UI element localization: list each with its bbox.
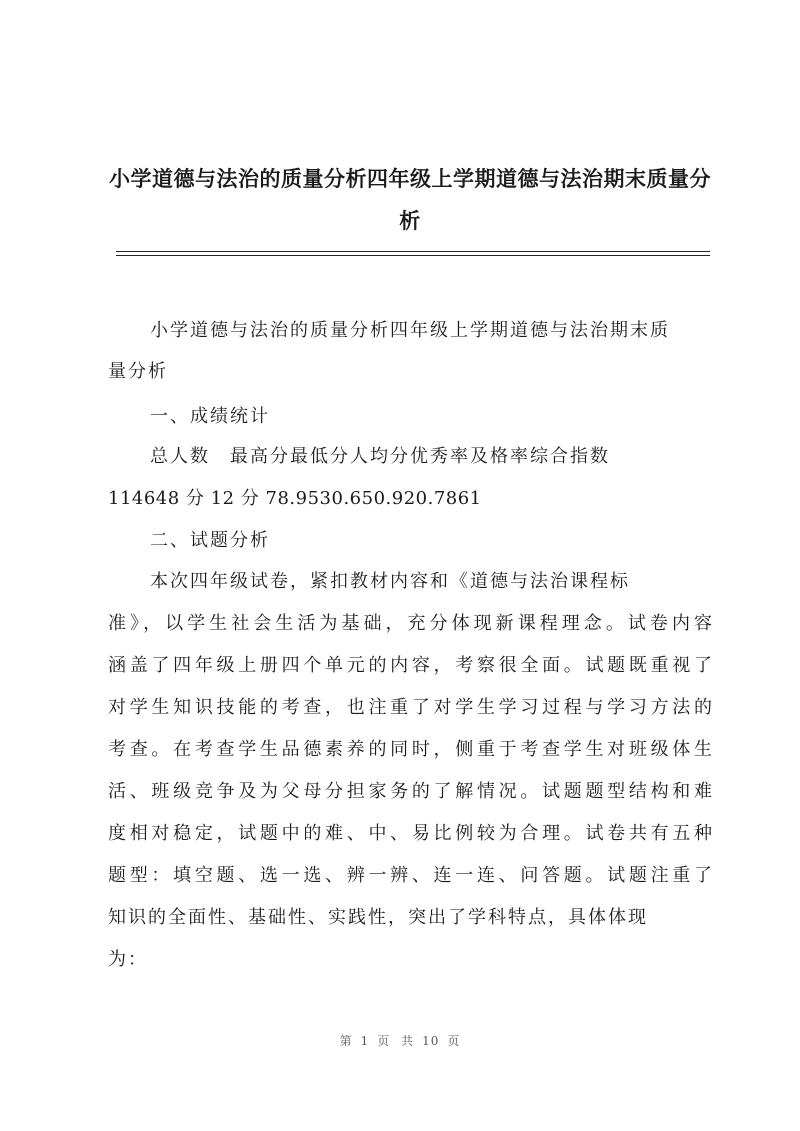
stats-values: 114648 分 12 分 78.9530.650.920.7861 xyxy=(108,488,482,509)
title-rule-bottom xyxy=(116,255,710,256)
paragraph-line: 考查。在考查学生品德素养的同时，侧重于考查学生对班级体生 xyxy=(108,739,714,760)
paragraph-line: 活、班级竞争及为父母分担家务的了解情况。试题题型结构和难 xyxy=(108,781,714,802)
paragraph-line: 对学生知识技能的考查，也注重了对学生学习过程与学习方法的 xyxy=(108,697,714,718)
section-heading-analysis: 二、试题分析 xyxy=(150,530,270,551)
page-footer xyxy=(0,1032,800,1049)
paragraph-line: 度相对稳定，试题中的难、中、易比例较为合理。试卷共有五种 xyxy=(108,823,714,844)
paragraph-line: 题型：填空题、选一选、辨一辨、连一连、问答题。试题注重了 xyxy=(108,865,714,886)
paragraph-line: 涵盖了四年级上册四个单元的内容，考察很全面。试题既重视了 xyxy=(108,655,714,676)
footer-prefix: 第 xyxy=(339,1034,353,1048)
paragraph-line: 知识的全面性、基础性、实践性，突出了学科特点，具体体现 xyxy=(108,907,648,928)
paragraph-line: 为： xyxy=(108,949,148,970)
footer-suffix: 页 xyxy=(447,1034,461,1048)
footer-total-pages: 10 xyxy=(422,1034,440,1048)
paragraph-line: 本次四年级试卷，紧扣教材内容和《道德与法治课程标 xyxy=(150,571,630,592)
title-rule-top xyxy=(116,251,710,252)
footer-page-number: 1 xyxy=(360,1034,370,1048)
document-title: 小学道德与法治的质量分析四年级上学期道德与法治期末质量分析 xyxy=(109,167,711,233)
intro-line-2: 量分析 xyxy=(108,361,168,382)
footer-middle: 页 共 xyxy=(377,1034,415,1048)
intro-line-1: 小学道德与法治的质量分析四年级上学期道德与法治期末质 xyxy=(150,320,670,341)
section-heading-scores: 一、成绩统计 xyxy=(150,406,270,427)
paragraph-line: 准》，以学生社会生活为基础，充分体现新课程理念。试卷内容 xyxy=(108,613,714,634)
stats-header: 总人数 最高分最低分人均分优秀率及格率综合指数 xyxy=(150,446,610,467)
